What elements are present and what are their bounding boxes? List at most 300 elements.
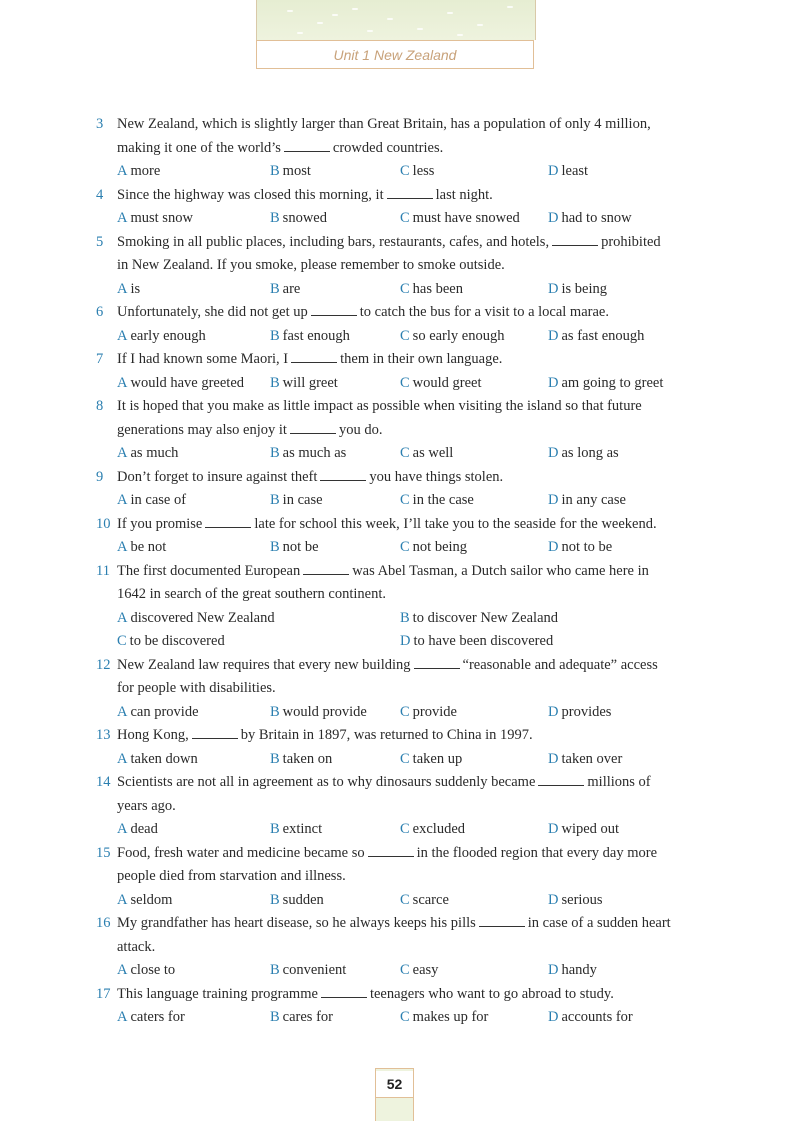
question-text: you have things stolen. xyxy=(369,468,504,485)
option-letter: D xyxy=(548,750,559,767)
option-text: serious xyxy=(561,891,603,908)
option-letter: C xyxy=(400,1009,410,1025)
option-letter: A xyxy=(117,821,128,837)
question-text: Scientists are not all in agreement as to why dinosaurs suddenly became xyxy=(117,774,536,790)
option-c xyxy=(400,536,467,560)
option-letter: C xyxy=(117,633,127,649)
option-c xyxy=(400,489,474,513)
option-text: extinct xyxy=(282,821,323,837)
options-row xyxy=(0,607,800,631)
question-line xyxy=(0,395,800,419)
answer-blank xyxy=(192,726,238,739)
question-text: for people with disabilities. xyxy=(117,680,276,696)
option-c xyxy=(400,701,457,725)
question-text: “reasonable and adequate” access xyxy=(462,656,658,673)
option-b xyxy=(270,207,327,231)
option-letter: D xyxy=(548,374,559,391)
options-row xyxy=(0,818,800,842)
option-letter: A xyxy=(117,163,128,179)
option-d xyxy=(548,325,644,349)
option-a xyxy=(117,959,175,983)
option-d xyxy=(548,959,597,983)
option-text: fast enough xyxy=(282,327,350,344)
option-letter: D xyxy=(548,280,559,297)
option-letter: B xyxy=(270,703,280,720)
option-text: cares for xyxy=(282,1009,333,1025)
option-text: most xyxy=(282,163,311,179)
header-speck xyxy=(367,30,373,32)
option-c xyxy=(400,889,449,913)
option-b xyxy=(270,278,300,302)
question-text: them in their own language. xyxy=(340,351,503,367)
option-text: not be xyxy=(282,539,319,555)
unit-header xyxy=(256,40,534,69)
option-d xyxy=(548,160,588,184)
option-text: wiped out xyxy=(561,821,620,837)
question-text: It is hoped that you make as little impact as possible when visiting the island so that future xyxy=(117,398,642,414)
question-line xyxy=(0,912,800,936)
question-number: 10 xyxy=(96,515,111,532)
question-line xyxy=(0,654,800,678)
option-letter: B xyxy=(270,1009,280,1025)
question-10 xyxy=(0,513,800,560)
question-text: millions of xyxy=(587,774,651,790)
answer-blank xyxy=(205,515,251,528)
option-letter: C xyxy=(400,703,410,720)
question-text: Unfortunately, she did not get up xyxy=(117,304,308,320)
question-text: New Zealand, which is slightly larger than Great Britain, has a population of only 4 million, xyxy=(117,116,651,132)
question-line xyxy=(0,137,800,161)
option-text: convenient xyxy=(282,962,347,978)
option-text: more xyxy=(130,163,161,179)
option-text: will greet xyxy=(282,374,338,391)
option-letter: A xyxy=(117,374,128,391)
option-text: least xyxy=(561,163,589,179)
option-letter: A xyxy=(117,327,128,344)
option-text: to have been discovered xyxy=(413,633,554,649)
option-letter: B xyxy=(270,445,280,461)
answer-blank xyxy=(552,233,598,246)
question-line xyxy=(0,348,800,372)
question-text: in the flooded region that every day more xyxy=(416,844,658,861)
option-a xyxy=(117,748,198,772)
question-number: 6 xyxy=(96,304,104,320)
option-b xyxy=(270,748,332,772)
option-text: discovered New Zealand xyxy=(130,609,275,626)
option-letter: C xyxy=(400,163,410,179)
option-text: close to xyxy=(130,962,176,978)
option-c xyxy=(400,207,520,231)
answer-blank xyxy=(320,468,366,481)
option-letter: B xyxy=(270,280,280,297)
question-text: making it one of the world’s xyxy=(117,139,281,156)
option-a xyxy=(117,207,193,231)
question-line xyxy=(0,113,800,137)
question-6 xyxy=(0,301,800,348)
header-speck xyxy=(287,10,293,12)
option-text: accounts for xyxy=(561,1009,633,1025)
option-a xyxy=(117,325,206,349)
answer-blank xyxy=(387,186,433,199)
option-a xyxy=(117,489,186,513)
option-c xyxy=(400,442,453,466)
option-letter: D xyxy=(548,163,559,179)
options-row xyxy=(0,1006,800,1030)
option-text: dead xyxy=(130,821,158,837)
question-number: 15 xyxy=(96,844,111,861)
option-a xyxy=(117,536,166,560)
question-line xyxy=(0,677,800,701)
question-text: Don’t forget to insure against theft xyxy=(117,468,318,485)
question-9 xyxy=(0,466,800,513)
option-letter: D xyxy=(548,327,559,344)
answer-blank xyxy=(321,985,367,998)
question-line xyxy=(0,936,800,960)
option-b xyxy=(270,489,323,513)
header-speck xyxy=(352,8,358,10)
option-b xyxy=(270,701,367,725)
option-b xyxy=(270,325,350,349)
header-speck xyxy=(417,28,423,30)
question-line xyxy=(0,184,800,208)
header-speck xyxy=(332,14,338,16)
option-d xyxy=(400,630,553,654)
answer-blank xyxy=(303,562,349,575)
answer-blank xyxy=(311,303,357,316)
option-c xyxy=(400,818,465,842)
option-text: in case xyxy=(282,492,323,508)
option-text: in any case xyxy=(561,492,626,508)
question-text: My grandfather has heart disease, so he always keeps his pills xyxy=(117,915,476,931)
option-letter: D xyxy=(548,539,559,555)
options-row xyxy=(0,536,800,560)
option-c xyxy=(400,325,504,349)
question-number: 5 xyxy=(96,233,104,250)
question-text: generations may also enjoy it xyxy=(117,421,287,438)
option-text: so early enough xyxy=(412,327,505,344)
question-line xyxy=(0,865,800,889)
question-text: If you promise xyxy=(117,515,203,532)
header-speck xyxy=(507,6,513,8)
option-letter: A xyxy=(117,492,128,508)
option-letter: B xyxy=(270,374,280,391)
question-line xyxy=(0,254,800,278)
options-row xyxy=(0,207,800,231)
header-speck xyxy=(477,24,483,26)
option-c xyxy=(400,160,434,184)
question-line xyxy=(0,419,800,443)
answer-blank xyxy=(538,773,584,786)
option-a xyxy=(117,607,275,631)
option-letter: C xyxy=(400,445,410,461)
question-text: If I had known some Maori, I xyxy=(117,351,289,367)
option-letter: B xyxy=(270,210,280,226)
option-letter: B xyxy=(270,492,280,508)
question-text: The first documented European xyxy=(117,562,301,579)
answer-blank xyxy=(284,139,330,152)
question-4 xyxy=(0,184,800,231)
option-c xyxy=(400,1006,488,1030)
option-d xyxy=(548,818,619,842)
question-13 xyxy=(0,724,800,771)
option-letter: B xyxy=(270,750,280,767)
question-text: to catch the bus for a visit to a local marae. xyxy=(359,304,609,320)
option-d xyxy=(548,536,612,560)
option-text: had to snow xyxy=(561,210,632,226)
option-text: scarce xyxy=(412,891,449,908)
option-letter: A xyxy=(117,703,128,720)
question-14 xyxy=(0,771,800,842)
option-text: must snow xyxy=(130,210,193,226)
question-number: 3 xyxy=(96,116,104,132)
option-text: can provide xyxy=(130,703,199,720)
question-line xyxy=(0,583,800,607)
question-text: prohibited xyxy=(601,233,661,250)
option-d xyxy=(548,489,626,513)
question-number: 13 xyxy=(96,727,111,743)
option-text: not being xyxy=(412,539,468,555)
option-letter: B xyxy=(270,539,280,555)
option-b xyxy=(270,959,346,983)
options-row xyxy=(0,442,800,466)
question-text: you do. xyxy=(338,421,383,438)
option-letter: A xyxy=(117,280,128,297)
option-letter: B xyxy=(270,891,280,908)
question-text: was Abel Tasman, a Dutch sailor who came here in xyxy=(352,562,649,579)
question-line xyxy=(0,795,800,819)
question-number: 11 xyxy=(96,562,110,579)
question-line xyxy=(0,771,800,795)
option-d xyxy=(548,748,622,772)
option-d xyxy=(548,372,663,396)
option-text: has been xyxy=(412,280,463,297)
option-text: to be discovered xyxy=(129,633,225,649)
option-a xyxy=(117,1006,185,1030)
option-letter: C xyxy=(400,539,410,555)
option-letter: B xyxy=(400,609,410,626)
question-text: Hong Kong, xyxy=(117,727,189,743)
option-letter: C xyxy=(400,891,410,908)
option-letter: D xyxy=(548,703,559,720)
option-text: provides xyxy=(561,703,612,720)
question-line xyxy=(0,513,800,537)
option-b xyxy=(270,818,322,842)
option-b xyxy=(270,536,319,560)
option-c xyxy=(400,748,462,772)
option-letter: B xyxy=(270,327,280,344)
option-text: taken up xyxy=(412,750,463,767)
option-letter: A xyxy=(117,891,128,908)
answer-blank xyxy=(368,844,414,857)
option-a xyxy=(117,278,140,302)
option-text: provide xyxy=(412,703,457,720)
answer-blank xyxy=(290,421,336,434)
option-letter: D xyxy=(548,891,559,908)
option-text: less xyxy=(412,163,435,179)
question-text: crowded countries. xyxy=(332,139,444,156)
option-d xyxy=(548,442,619,466)
question-text: in New Zealand. If you smoke, please remember to smoke outside. xyxy=(117,257,505,273)
option-a xyxy=(117,818,158,842)
option-text: would greet xyxy=(412,374,482,391)
option-text: be not xyxy=(130,539,167,555)
option-letter: C xyxy=(400,280,410,297)
option-letter: A xyxy=(117,1009,128,1025)
header-decoration xyxy=(256,0,536,40)
option-letter: D xyxy=(400,633,411,649)
option-text: excluded xyxy=(412,821,466,837)
question-12 xyxy=(0,654,800,725)
option-b xyxy=(400,607,558,631)
option-a xyxy=(117,442,178,466)
question-number: 9 xyxy=(96,468,104,485)
option-text: caters for xyxy=(130,1009,185,1025)
options-row xyxy=(0,278,800,302)
option-text: seldom xyxy=(130,891,173,908)
option-a xyxy=(117,889,172,913)
question-text: Smoking in all public places, including bars, restaurants, cafes, and hotels, xyxy=(117,233,550,250)
option-letter: A xyxy=(117,962,128,978)
question-3 xyxy=(0,113,800,184)
option-letter: C xyxy=(400,327,410,344)
option-d xyxy=(548,207,632,231)
header-speck xyxy=(447,12,453,14)
answer-blank xyxy=(414,656,460,669)
option-text: must have snowed xyxy=(412,210,520,226)
options-row xyxy=(0,701,800,725)
option-letter: C xyxy=(400,492,410,508)
option-b xyxy=(270,372,338,396)
option-text: sudden xyxy=(282,891,324,908)
question-text: people died from starvation and illness. xyxy=(117,868,346,884)
question-text: Since the highway was closed this morning, it xyxy=(117,186,384,203)
option-text: taken over xyxy=(561,750,623,767)
question-number: 8 xyxy=(96,398,104,414)
option-text: are xyxy=(282,280,301,297)
options-row xyxy=(0,630,800,654)
options-row xyxy=(0,959,800,983)
option-letter: A xyxy=(117,750,128,767)
option-letter: A xyxy=(117,609,128,626)
option-letter: D xyxy=(548,210,559,226)
option-text: as much xyxy=(130,445,179,461)
option-letter: D xyxy=(548,1009,559,1025)
option-a xyxy=(117,701,199,725)
option-b xyxy=(270,889,324,913)
option-c xyxy=(117,630,225,654)
option-a xyxy=(117,372,244,396)
header-speck xyxy=(297,32,303,34)
header-speck xyxy=(317,22,323,24)
option-c xyxy=(400,278,463,302)
answer-blank xyxy=(291,350,337,363)
option-text: as much as xyxy=(282,445,347,461)
question-text: Food, fresh water and medicine became so xyxy=(117,844,365,861)
option-text: in case of xyxy=(130,492,187,508)
option-letter: B xyxy=(270,821,280,837)
question-text: 1642 in search of the great southern continent. xyxy=(117,586,386,602)
option-text: to discover New Zealand xyxy=(412,609,559,626)
option-letter: D xyxy=(548,962,559,978)
header-speck xyxy=(457,34,463,36)
page-number: 52 xyxy=(376,1071,413,1098)
question-text: late for school this week, I’ll take you to the seaside for the weekend. xyxy=(254,515,657,532)
option-letter: D xyxy=(548,492,559,508)
option-letter: C xyxy=(400,374,410,391)
question-text: in case of a sudden heart xyxy=(527,915,671,931)
option-text: not to be xyxy=(561,539,613,555)
option-letter: A xyxy=(117,210,128,226)
option-text: would have greeted xyxy=(130,374,245,391)
question-line xyxy=(0,466,800,490)
option-a xyxy=(117,160,160,184)
option-d xyxy=(548,278,607,302)
question-line xyxy=(0,842,800,866)
option-text: handy xyxy=(561,962,597,978)
options-row xyxy=(0,160,800,184)
question-text: teenagers who want to go abroad to study. xyxy=(369,985,614,1002)
question-17 xyxy=(0,983,800,1030)
question-line xyxy=(0,301,800,325)
option-text: taken on xyxy=(282,750,333,767)
option-text: snowed xyxy=(282,210,327,226)
option-text: as fast enough xyxy=(561,327,645,344)
question-text: This language training programme xyxy=(117,985,318,1002)
question-number: 17 xyxy=(96,985,111,1002)
page-number-tab xyxy=(375,1068,414,1121)
option-text: is being xyxy=(561,280,607,297)
question-line xyxy=(0,983,800,1007)
question-line xyxy=(0,560,800,584)
option-text: as well xyxy=(412,445,454,461)
question-text: by Britain in 1897, was returned to China in 1997. xyxy=(240,727,533,743)
option-letter: B xyxy=(270,962,280,978)
options-row xyxy=(0,889,800,913)
question-number: 14 xyxy=(96,774,111,790)
question-5 xyxy=(0,231,800,302)
question-7 xyxy=(0,348,800,395)
option-text: am going to greet xyxy=(561,374,664,391)
option-d xyxy=(548,889,603,913)
option-letter: D xyxy=(548,821,559,837)
option-letter: A xyxy=(117,539,128,555)
options-row xyxy=(0,372,800,396)
option-c xyxy=(400,959,438,983)
question-text: attack. xyxy=(117,938,156,955)
options-row xyxy=(0,748,800,772)
question-number: 7 xyxy=(96,351,104,367)
answer-blank xyxy=(479,914,525,927)
option-text: makes up for xyxy=(412,1009,489,1025)
option-b xyxy=(270,160,311,184)
question-16 xyxy=(0,912,800,983)
option-letter: C xyxy=(400,962,410,978)
unit-title: Unit 1 New Zealand xyxy=(333,46,457,63)
option-text: taken down xyxy=(130,750,198,767)
option-text: early enough xyxy=(130,327,206,344)
options-row xyxy=(0,489,800,513)
question-8 xyxy=(0,395,800,466)
option-d xyxy=(548,701,611,725)
option-b xyxy=(270,1006,333,1030)
option-letter: D xyxy=(548,445,559,461)
option-letter: B xyxy=(270,163,280,179)
question-number: 4 xyxy=(96,186,104,203)
option-letter: C xyxy=(400,750,410,767)
question-11 xyxy=(0,560,800,654)
option-d xyxy=(548,1006,633,1030)
options-row xyxy=(0,325,800,349)
